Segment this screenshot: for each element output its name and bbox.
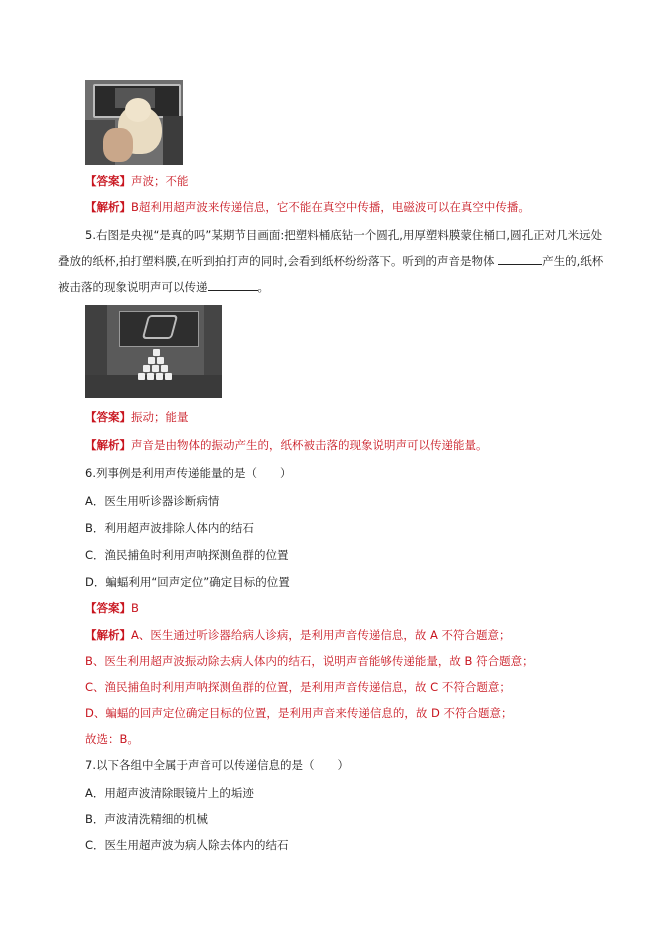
q6-analysis-line2: B、医生利用超声波振动除去病人体内的结石，说明声音能够传递能量，故 B 符合题意；	[85, 654, 534, 668]
q6-option-d: D．蝙蝠利用“回声定位”确定目标的位置	[85, 575, 290, 589]
q7-stem: 7.以下各组中全属于声音可以传递信息的是（ ）	[85, 758, 349, 772]
q4-analysis: 【解析】B超利用超声波来传递信息，它不能在真空中传播，电磁波可以在真空中传播。	[85, 200, 530, 214]
q4-answer: 【答案】声波；不能	[85, 174, 189, 188]
q6-stem: 6.列事例是利用声传递能量的是（ ）	[85, 466, 292, 480]
q6-option-b: B．利用超声波排除人体内的结石	[85, 521, 254, 535]
paper-cup	[156, 373, 163, 380]
q6-analysis-line3: C、渔民捕鱼时利用声呐探测鱼群的位置，是利用声音传递信息，故 C 不符合题意；	[85, 680, 511, 694]
holding-hand	[103, 128, 133, 162]
q5-analysis: 【解析】声音是由物体的振动产生的，纸杯被击落的现象说明声可以传递能量。	[85, 438, 488, 452]
q6-analysis-line1: 【解析】A、医生通过听诊器给病人诊病，是利用声音传递信息，故 A 不符合题意；	[85, 628, 511, 642]
q7-option-b: B．声波清洗精细的机械	[85, 812, 208, 826]
ultrasound-figurine-photo	[85, 80, 183, 165]
paper-cup	[148, 357, 155, 364]
paper-cup	[157, 357, 164, 364]
q6-option-c: C．渔民捕鱼时利用声呐探测鱼群的位置	[85, 548, 289, 562]
q5-blank-1[interactable]	[498, 253, 542, 265]
q7-option-c: C．医生用超声波为病人除去体内的结石	[85, 838, 289, 852]
tv-show-cup-pyramid-photo	[85, 305, 222, 398]
paper-cup	[153, 349, 160, 356]
q6-option-a: A．医生用听诊器诊断病情	[85, 494, 220, 508]
q5-stem-line1: 5.右图是央视“是真的吗”某期节目画面:把塑料桶底钻一个圆孔,用厚塑料膜蒙住桶口,圆孔正对几米远处	[85, 228, 603, 242]
q5-blank-2[interactable]	[208, 279, 258, 291]
q6-analysis-line4: D、蝙蝠的回声定位确定目标的位置，是利用声音来传递信息的，故 D 不符合题意；	[85, 706, 513, 720]
q5-stem-line2: 叠放的纸杯,拍打塑料膜,在听到拍打声的同时,会看到纸杯纷纷落下。听到的声音是物体 产生的,纸杯	[58, 254, 604, 268]
paper-cup	[138, 373, 145, 380]
paper-cup	[152, 365, 159, 372]
q5-answer: 【答案】振动；能量	[85, 410, 189, 424]
q6-analysis-conclusion: 故选：B。	[85, 732, 139, 746]
paper-cup	[147, 373, 154, 380]
q6-answer: 【答案】B	[85, 601, 139, 615]
q5-stem-line3: 被击落的现象说明声可以传递 。	[58, 280, 269, 294]
paper-cup	[143, 365, 150, 372]
q7-option-a: A．用超声波清除眼镜片上的垢迹	[85, 786, 254, 800]
paper-cup	[165, 373, 172, 380]
paper-cup	[161, 365, 168, 372]
